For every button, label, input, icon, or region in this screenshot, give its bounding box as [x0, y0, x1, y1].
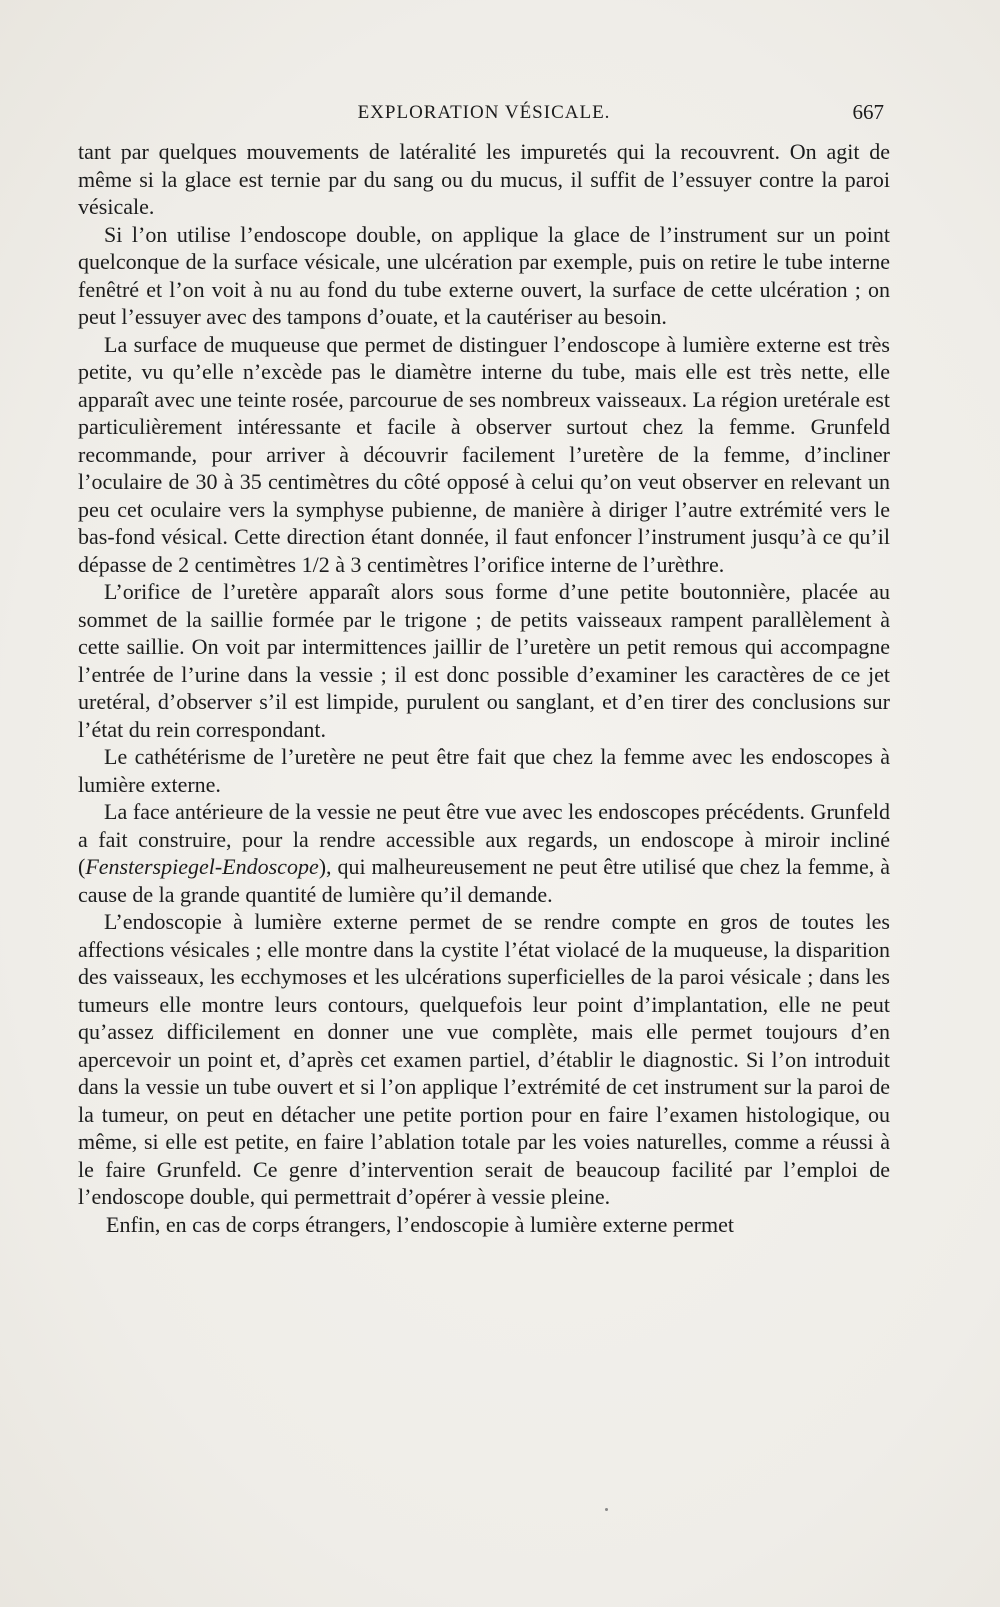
paragraph-7: L’endoscopie à lumière externe permet de se rendre compte en gros de toutes les affections vésicales ; elle montre dans la cystite l’état violacé de la muqueuse, la disparition des vaisseaux, les ecchymoses et les ulcérations superficielles de la paroi vésicale ; dans les tumeurs elle montre leurs contours, quelquefois leur point d’implantation, elle ne peut qu’assez difficilement en donner une vue complète, mais elle permet toujours d’en apercevoir un point et, d’après cet examen partiel, d’établir le diagnostic. Si l’on introduit dans la vessie un tube ouvert et si l’on applique l’extrémité de cet instrument sur la paroi de la tumeur, on peut en détacher une petite portion pour en faire l’examen histologique, ou même, si elle est petite, en faire l’ablation totale par les voies naturelles, comme a réussi à le faire Grunfeld. Ce genre d’intervention serait de beaucoup facilité par l’emploi de l’endoscope double, qui permettrait d’opérer à vessie pleine.: [78, 909, 890, 1209]
paragraph-6-italic-term: Fensterspiegel-Endoscope: [85, 854, 319, 879]
paragraph-6-text-after: ), qui malheureusement ne peut être utilisé que chez la femme, à cause de la grande quantité de lumière qu’il demande.: [78, 854, 890, 907]
page-number: 667: [852, 100, 884, 124]
paragraph-6: [78, 798, 890, 908]
paragraph-6-text-before: La face antérieure de la vessie ne peut être vue avec les endoscopes précédents. Grunfeld a fait construire, pour la rendre accessible aux regards, un endoscope à miroir incliné (: [78, 799, 890, 879]
paragraph-2: Si l’on utilise l’endoscope double, on applique la glace de l’instrument sur un point quelconque de la surface vésicale, une ulcération par exemple, puis on retire le tube interne fenêtré et l’on voit à nu au fond du tube externe ouvert, la surface de cette ulcération ; on peut l’essuyer avec des tampons d’ouate, et la cautériser au besoin.: [78, 221, 890, 329]
running-head: [78, 100, 890, 130]
paragraph-8: Enfin, en cas de corps étrangers, l’endoscopie à lumière externe permet: [106, 1211, 734, 1237]
running-title: EXPLORATION VÉSICALE.: [357, 102, 611, 123]
paragraph-3: La surface de muqueuse que permet de distinguer l’endoscope à lumière externe est très petite, vu qu’elle n’excède pas le diamètre interne du tube, mais elle est très nette, elle apparaît avec une teinte rosée, parcourue de ses nombreux vaisseaux. La région uretérale est particulièrement intéressante et facile à observer surtout chez la femme. Grunfeld recommande, pour arriver à découvrir facilement l’uretère de la femme, d’incliner l’oculaire de 30 à 35 centimètres du côté opposé à celui qu’on veut observer en relevant un peu cet oculaire vers la symphyse pubienne, de manière à diriger l’autre extrémité vers le bas-fond vésical. Cette direction étant donnée, il faut enfoncer l’instrument jusqu’à ce qu’il dépasse de 2 centimètres 1/2 à 3 centimètres l’orifice interne de l’urèthre.: [78, 331, 890, 577]
body-text: [78, 138, 890, 1238]
paper-speck: [605, 1508, 608, 1511]
paragraph-1: tant par quelques mouvements de latéralité les impuretés qui la recouvrent. On agit de même si la glace est ternie par du sang ou du mucus, il suffit de l’essuyer contre la paroi vésicale.: [78, 139, 890, 219]
paragraph-5: Le cathétérisme de l’uretère ne peut être fait que chez la femme avec les endoscopes à lumière externe.: [78, 744, 890, 797]
paragraph-4: L’orifice de l’uretère apparaît alors sous forme d’une petite boutonnière, placée au sommet de la saillie formée par le trigone ; de petits vaisseaux rampent parallèlement à cette saillie. On voit par intermittences jaillir de l’uretère un petit remous qui accompagne l’entrée de l’urine dans la vessie ; il est donc possible d’examiner les caractères de ce jet uretéral, d’observer s’il est limpide, purulent ou sanglant, et d’en tirer des conclusions sur l’état du rein correspondant.: [78, 579, 890, 742]
